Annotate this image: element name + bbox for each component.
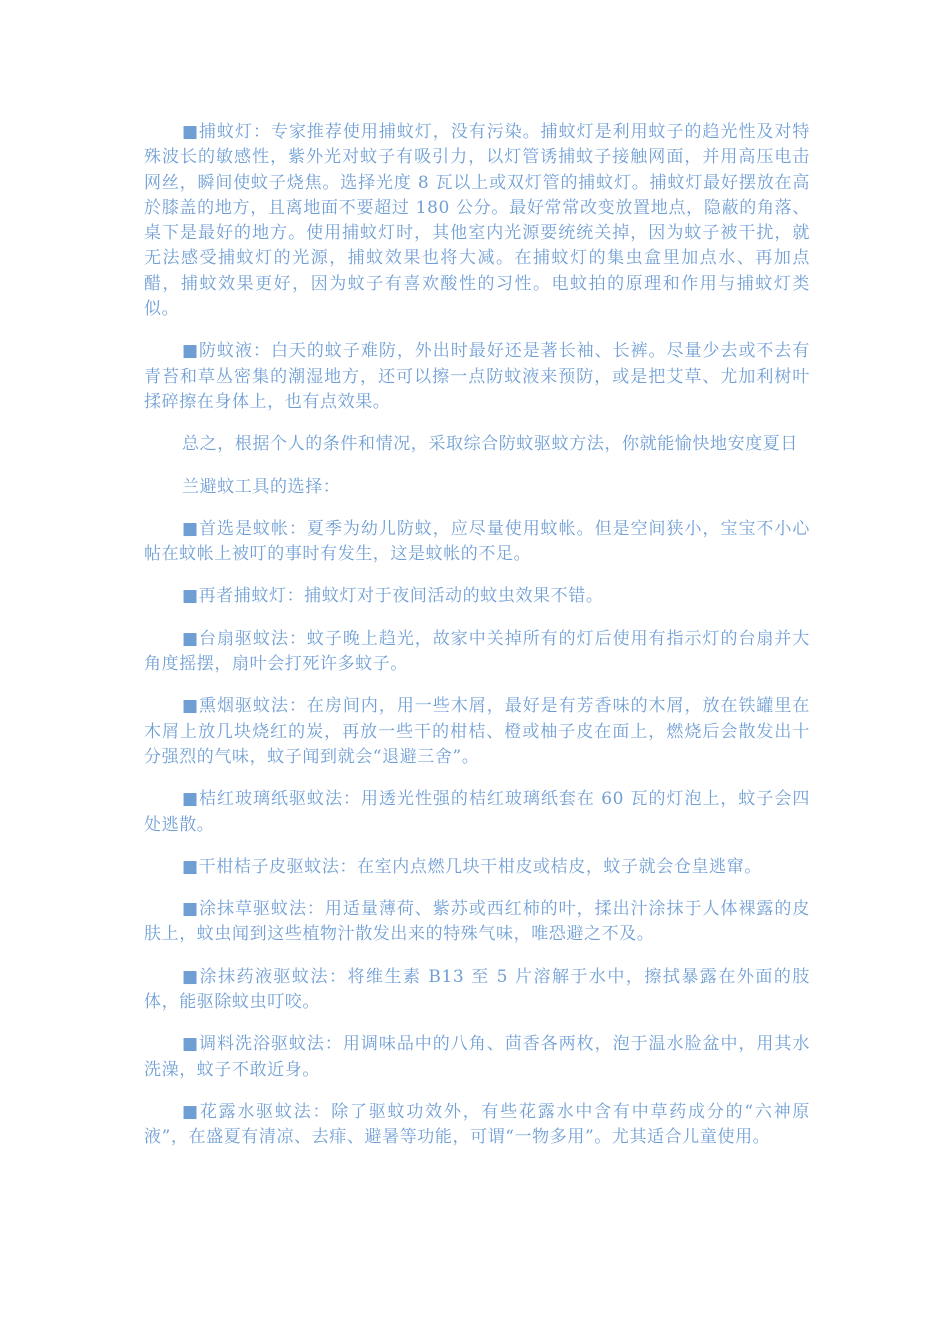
paragraph-vitamin-method: ■涂抹药液驱蚊法：将维生素 B13 至 5 片溶解于水中，擦拭暴露在外面的肢体，能驱除蚊虫叮咬。: [144, 966, 810, 1013]
paragraph-herb-rub-method: ■涂抹草驱蚊法：用适量薄荷、紫苏或西红柿的叶，揉出汁涂抹于人体裸露的皮肤上，蚊虫闻到这些植物汁散发出来的特殊气味，唯恐避之不及。: [144, 899, 810, 945]
paragraph-cellophane-method: ■桔红玻璃纸驱蚊法：用透光性强的桔红玻璃纸套在 60 瓦的灯泡上，蚊子会四处逃散。: [144, 789, 810, 835]
paragraph-fan-method: ■台扇驱蚊法：蚊子晚上趋光，故家中关掉所有的灯后使用有指示灯的台扇并大角度摇摆，扇叶会打死许多蚊子。: [144, 628, 810, 675]
paragraph-mosquito-net: ■首选是蚊帐：夏季为幼儿防蚊，应尽量使用蚊帐。但是空间狭小，宝宝不小心帖在蚊帐上被叮的事时有发生，这是蚊帐的不足。: [144, 518, 810, 565]
paragraph-smoke-method: ■熏烟驱蚊法：在房间内，用一些木屑，最好是有芳香味的木屑，放在铁罐里在木屑上放几块烧红的炭，再放一些干的柑桔、橙或柚子皮在面上，燃烧后会散发出十分强烈的气味，蚊子闻到就会“退避三舍”。: [144, 696, 810, 767]
paragraph-tool-selection-heading: 兰避蚊工具的选择：: [182, 476, 341, 497]
document-body: [144, 120, 810, 1168]
paragraph-lamp-second: ■再者捕蚊灯：捕蚊灯对于夜间活动的蚊虫效果不错。: [182, 586, 604, 607]
paragraph-mosquito-lamp: ■捕蚊灯：专家推荐使用捕蚊灯，没有污染。捕蚊灯是利用蚊子的趋光性及对特殊波长的敏感性，紫外光对蚊子有吸引力，以灯管诱捕蚊子接触网面，并用高压电击网丝，瞬间使蚊子烧焦。选择光度 8 瓦以上或双灯管的捕蚊灯。捕蚊灯最好摆放在高於膝盖的地方，且离地面不要超过 180 公分。最好常常改变放置地点，隐蔽的角落、桌下是最好的地方。使用捕蚊灯时，其他室内光源要统统关掉，因为蚊子被干扰，就无法感受捕蚊灯的光源，捕蚊效果也将大减。在捕蚊灯的集虫盒里加点水、再加点醋，捕蚊效果更好，因为蚊子有喜欢酸性的习性。电蚊拍的原理和作用与捕蚊灯类似。: [144, 122, 810, 320]
paragraph-spice-bath-method: ■调料洗浴驱蚊法：用调味品中的八角、茴香各两枚，泡于温水脸盆中，用其水洗澡，蚊子不敢近身。: [144, 1034, 810, 1080]
paragraph-floral-water-method: ■花露水驱蚊法：除了驱蚊功效外，有些花露水中含有中草药成分的“六神原液”，在盛夏有清凉、去痱、避暑等功能，可谓“一物多用”。尤其适合儿童使用。: [144, 1101, 810, 1148]
paragraph-citrus-peel-method: ■干柑桔子皮驱蚊法：在室内点燃几块干柑皮或桔皮，蚊子就会仓皇逃窜。: [182, 856, 762, 877]
paragraph-repellent-liquid: ■防蚊液：白天的蚊子难防，外出时最好还是著长袖、长裤。尽量少去或不去有青苔和草丛密集的潮湿地方，还可以擦一点防蚊液来预防，或是把艾草、尤加利树叶揉碎擦在身体上，也有点效果。: [144, 341, 810, 412]
paragraph-summary: 总之，根据个人的条件和情况，采取综合防蚊驱蚊方法，你就能愉快地安度夏日: [182, 434, 798, 455]
